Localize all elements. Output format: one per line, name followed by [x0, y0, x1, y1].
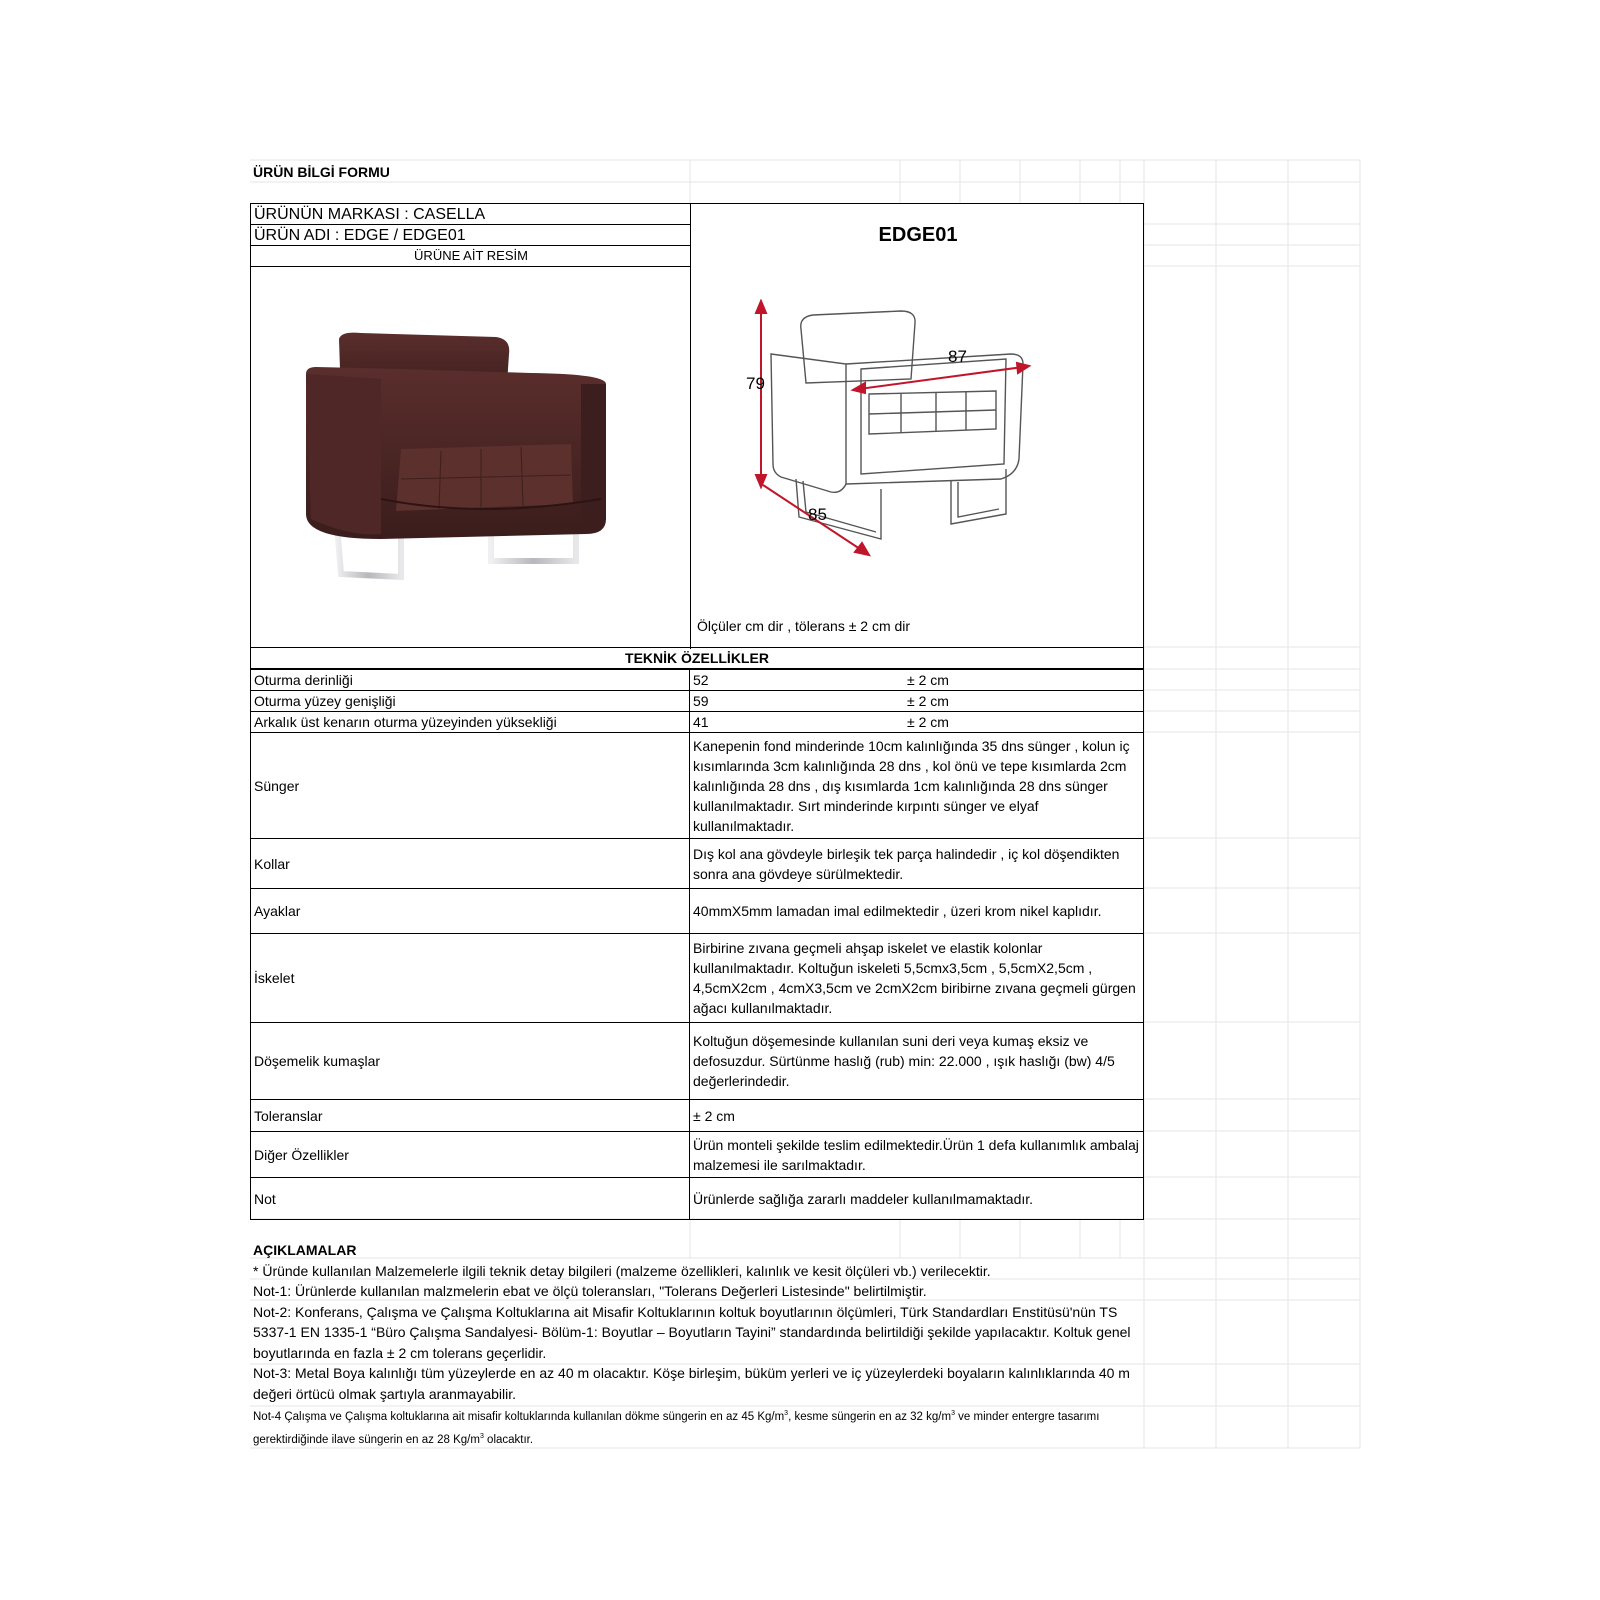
table-row: [251, 1132, 1144, 1178]
dimension-note: Ölçüler cm dir , tölerans ± 2 cm dir: [697, 618, 911, 634]
note-line: Not-2: Konferans, Çalışma ve Çalışma Koltuklarına ait Misafir Koltuklarının koltuk boyutlarının ölçümleri, Türk Standardları Enstitüsü'nün TS 5337-1 EN 1335-1 “Büro Çalışma Sandalyesi- Bölüm-1: Boyutlar – Boyutların Tayini” standardında belirtildiği şekilde yapılacaktır. Koltuk genel boyutlarında en fazla ± 2 cm tolerans geçerlidir.: [253, 1303, 1131, 1361]
measure-label: Oturma yüzey genişliği: [251, 691, 690, 712]
note-text: Not-4 Çalışma ve Çalışma koltuklarına ait misafir koltuklarında kullanılan dökme süngerin en az 45 Kg/m: [253, 1410, 785, 1423]
height-dimension: 79: [746, 374, 765, 393]
measure-label: Arkalık üst kenarın oturma yüzeyinden yüksekliği: [251, 712, 690, 733]
spec-label: Döşemelik kumaşlar: [251, 1023, 690, 1100]
measure-tolerance: ± 2 cm: [904, 691, 1144, 712]
spec-table: [250, 732, 1144, 1220]
form-title: ÜRÜN BİLGİ FORMU: [253, 164, 390, 180]
measure-tolerance: ± 2 cm: [904, 670, 1144, 691]
spec-label: Diğer Özellikler: [251, 1132, 690, 1178]
note-line: * Üründe kullanılan Malzemelerle ilgili teknik detay bilgileri (malzeme özellikleri, kalınlık ve kesit ölçüleri vb.) verilecektir.: [253, 1262, 991, 1279]
spec-text: Ürünlerde sağlığa zararlı maddeler kullanılmamaktadır.: [690, 1178, 1144, 1220]
table-row: [251, 691, 1144, 712]
notes-section: [253, 1240, 1143, 1451]
armchair-photo: [301, 329, 621, 599]
spec-text: ± 2 cm: [690, 1100, 1144, 1132]
spec-text: 40mmX5mm lamadan imal edilmektedir , üzeri krom nikel kaplıdır.: [690, 889, 1144, 934]
spec-heading: TEKNİK ÖZELLİKLER: [250, 647, 1144, 669]
measure-value: 52: [690, 670, 905, 691]
image-caption: [251, 246, 691, 267]
table-row: [251, 934, 1144, 1023]
column-divider: [690, 204, 691, 649]
table-row: [251, 889, 1144, 934]
width-dimension: 87: [948, 347, 967, 366]
superscript: 3: [951, 1410, 955, 1417]
measure-table: [250, 669, 1144, 733]
table-row: [251, 670, 1144, 691]
measure-value: 41: [690, 712, 905, 733]
note-line: [253, 1404, 1143, 1451]
note-line: Not-1: Ürünlerde kullanılan malzmelerin ebat ve ölçü toleransları, "Tolerans Değerleri Listesinde" belirtilmiştir.: [253, 1283, 927, 1299]
table-row: [251, 1178, 1144, 1220]
spec-text: Birbirine zıvana geçmeli ahşap iskelet ve elastik kolonlar kullanılmaktadır. Koltuğun iskeleti 5,5cmx3,5cm , 5,5cmX2,5cm , 4,5cmX2cm , 4cmX3,5cm ve 2cmX2cm biribirne zıvana geçmeli gürgen ağacı kullanılmaktadır.: [690, 934, 1144, 1023]
spec-label: Toleranslar: [251, 1100, 690, 1132]
table-row: [251, 1023, 1144, 1100]
spec-label: Sünger: [251, 733, 690, 839]
note-text: , kesme süngerin en az 32 kg/m: [788, 1410, 952, 1423]
table-row: [251, 1100, 1144, 1132]
notes-heading: AÇIKLAMALAR: [253, 1242, 357, 1258]
spec-text: Dış kol ana gövdeyle birleşik tek parça halindedir , iç kol döşendikten sonra ana gövdeye sürülmektedir.: [690, 839, 1144, 889]
spec-text: Ürün monteli şekilde teslim edilmektedir.Ürün 1 defa kullanımlık ambalaj malzemesi ile sarılmaktadır.: [690, 1132, 1144, 1178]
image-caption-text: ÜRÜNE AİT RESİM: [414, 248, 528, 263]
spec-text: Kanepenin fond minderinde 10cm kalınlığında 35 dns sünger , kolun iç kısımlarında 3cm kalınlığında 28 dns , kol önü ve tepe kısımlarda 2cm kalınlığında 28 dns , dış kısımlarda 1cm kalınlığında 28 dns sünger kullanılmaktadır. Sırt minderinde kırpıntı sünger ve elyaf kullanılmaktadır.: [690, 733, 1144, 839]
product-name-text: ÜRÜN ADI : EDGE / EDGE01: [254, 227, 466, 244]
superscript: 3: [479, 1433, 484, 1441]
model-code: EDGE01: [878, 224, 958, 246]
note-text: olacaktır.: [483, 1434, 534, 1447]
spec-label: Kollar: [251, 839, 690, 889]
table-row: [251, 839, 1144, 889]
spec-label: Not: [251, 1178, 690, 1220]
superscript: 3: [784, 1410, 789, 1417]
spec-text: Koltuğun döşemesinde kullanılan suni deri veya kumaş eksiz ve defosuzdur. Sürtünme haslığ (rub) min: 22.000 , ışık haslığı (bw) 4/5 değerlerindedir.: [690, 1023, 1144, 1100]
note-line: Not-3: Metal Boya kalınlığı tüm yüzeylerde en az 40 m olacaktır. Köşe birleşim, büküm yerleri ve iç yüzeylerdeki boyaların kalınlıklarında 40 m değeri örtücü olmak şartıyla aranmayabilir.: [253, 1365, 1130, 1402]
product-header-block: [250, 203, 1144, 648]
spec-label: Ayaklar: [251, 889, 690, 934]
note-text: ve minder entergre tasarımı gerektirdiğinde ilave süngerin en az 28 Kg/m: [253, 1410, 1100, 1447]
depth-dimension: 85: [808, 505, 827, 524]
brand-text: ÜRÜNÜN MARKASI : CASELLA: [254, 206, 486, 223]
dimension-drawing: [751, 299, 1081, 559]
table-row: [251, 733, 1144, 839]
measure-value: 59: [690, 691, 905, 712]
measure-tolerance: ± 2 cm: [904, 712, 1144, 733]
spec-label: İskelet: [251, 934, 690, 1023]
product-name-line: [251, 225, 691, 246]
measure-label: Oturma derinliği: [251, 670, 690, 691]
table-row: [251, 712, 1144, 733]
brand-line: [251, 204, 691, 225]
